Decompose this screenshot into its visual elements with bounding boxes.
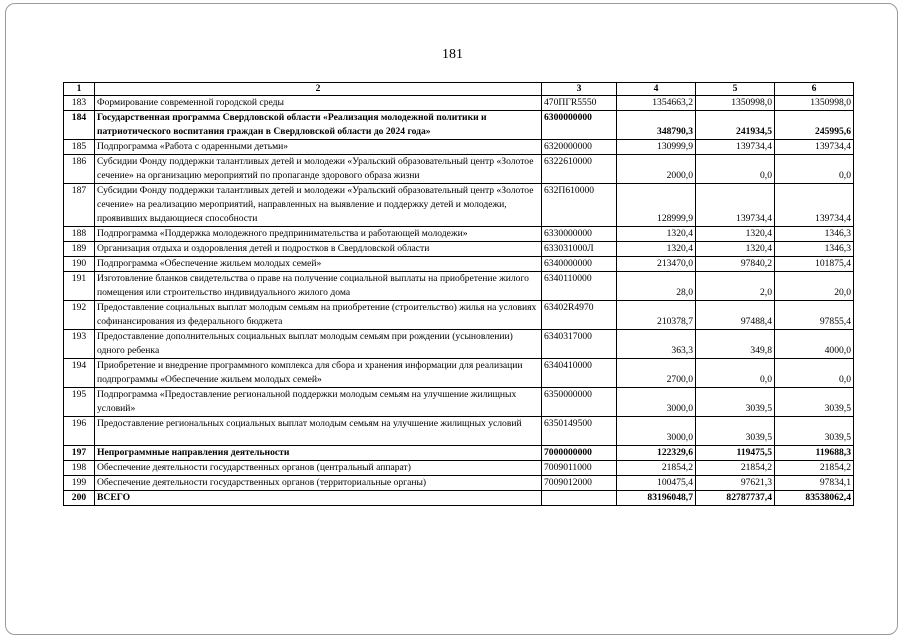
page-number: 181	[442, 47, 463, 62]
row-number-cell: 196	[64, 417, 95, 446]
row-code-cell: 6300000000	[542, 111, 617, 140]
row-value-col6-cell: 1350998,0	[775, 96, 854, 111]
table-body	[64, 96, 854, 506]
header-cell: 1	[64, 83, 95, 96]
row-code-cell: 6330000000	[542, 227, 617, 242]
row-number-cell: 188	[64, 227, 95, 242]
table-row	[64, 96, 854, 111]
row-value-col6-cell: 139734,4	[775, 140, 854, 155]
row-value-col6-cell: 101875,4	[775, 257, 854, 272]
row-code-cell: 6340410000	[542, 359, 617, 388]
row-number-cell: 193	[64, 330, 95, 359]
row-value-col5-cell: 1320,4	[696, 242, 775, 257]
row-name-cell: Приобретение и внедрение программного комплекса для сбора и хранения информации для реализации подпрограммы «Обеспечение жильем молодых семей»	[95, 359, 542, 388]
row-name-cell: Обеспечение деятельности государственных органов (территориальные органы)	[95, 476, 542, 491]
row-name-cell: Непрограммные направления деятельности	[95, 446, 542, 461]
row-value-col5-cell: 3039,5	[696, 417, 775, 446]
row-value-col5-cell: 0,0	[696, 155, 775, 184]
row-value-col5-cell: 241934,5	[696, 111, 775, 140]
header-cell: 2	[95, 83, 542, 96]
row-number-cell: 195	[64, 388, 95, 417]
row-value-col6-cell: 245995,6	[775, 111, 854, 140]
table-row	[64, 140, 854, 155]
table-row	[64, 417, 854, 446]
row-number-cell: 187	[64, 184, 95, 227]
row-value-col6-cell: 1346,3	[775, 242, 854, 257]
row-code-cell: 6350149500	[542, 417, 617, 446]
table-row	[64, 461, 854, 476]
table-row	[64, 257, 854, 272]
table-row	[64, 155, 854, 184]
row-code-cell: 6322610000	[542, 155, 617, 184]
row-code-cell: 6340000000	[542, 257, 617, 272]
row-value-col4-cell: 1354663,2	[617, 96, 696, 111]
budget-table	[63, 82, 854, 506]
row-value-col4-cell: 3000,0	[617, 388, 696, 417]
row-value-col6-cell: 1346,3	[775, 227, 854, 242]
header-cell: 5	[696, 83, 775, 96]
row-number-cell: 192	[64, 301, 95, 330]
row-value-col4-cell: 122329,6	[617, 446, 696, 461]
table-row	[64, 330, 854, 359]
row-name-cell: Субсидии Фонду поддержки талантливых детей и молодежи «Уральский образовательный центр «Золотое сечение» на организацию мероприятий по пропаганде здорового образа жизни	[95, 155, 542, 184]
row-name-cell: Подпрограмма «Поддержка молодежного предпринимательства и работающей молодежи»	[95, 227, 542, 242]
row-code-cell: 7000000000	[542, 446, 617, 461]
row-value-col6-cell: 83538062,4	[775, 491, 854, 506]
row-value-col4-cell: 213470,0	[617, 257, 696, 272]
row-name-cell: Предоставление региональных социальных выплат молодым семьям на улучшение жилищных условий	[95, 417, 542, 446]
row-name-cell: ВСЕГО	[95, 491, 542, 506]
row-value-col5-cell: 3039,5	[696, 388, 775, 417]
row-code-cell: 632П610000	[542, 184, 617, 227]
row-code-cell: 6340317000	[542, 330, 617, 359]
row-number-cell: 189	[64, 242, 95, 257]
row-value-col4-cell: 363,3	[617, 330, 696, 359]
row-value-col6-cell: 21854,2	[775, 461, 854, 476]
row-name-cell: Изготовление бланков свидетельства о праве на получение социальной выплаты на приобретение жилого помещения или строительство индивидуального жилого дома	[95, 272, 542, 301]
row-value-col4-cell: 2700,0	[617, 359, 696, 388]
row-value-col5-cell: 82787737,4	[696, 491, 775, 506]
row-value-col4-cell: 1320,4	[617, 242, 696, 257]
row-number-cell: 191	[64, 272, 95, 301]
table-row	[64, 301, 854, 330]
table-row	[64, 388, 854, 417]
row-number-cell: 186	[64, 155, 95, 184]
row-value-col4-cell: 130999,9	[617, 140, 696, 155]
table-row	[64, 242, 854, 257]
row-code-cell: 6350000000	[542, 388, 617, 417]
row-value-col6-cell: 139734,4	[775, 184, 854, 227]
row-code-cell: 6340110000	[542, 272, 617, 301]
row-name-cell: Предоставление дополнительных социальных выплат молодым семьям при рождении (усыновлении) одного ребенка	[95, 330, 542, 359]
row-value-col5-cell: 97840,2	[696, 257, 775, 272]
row-value-col4-cell: 100475,4	[617, 476, 696, 491]
row-name-cell: Субсидии Фонду поддержки талантливых детей и молодежи «Уральский образовательный центр «Золотое сечение» на реализацию мероприятий, направленных на выявление и поддержку детей и молодежи, проявивших выдающиеся способности	[95, 184, 542, 227]
table-row	[64, 359, 854, 388]
row-value-col5-cell: 349,8	[696, 330, 775, 359]
row-value-col4-cell: 128999,9	[617, 184, 696, 227]
row-value-col6-cell: 3039,5	[775, 388, 854, 417]
row-value-col4-cell: 3000,0	[617, 417, 696, 446]
row-number-cell: 194	[64, 359, 95, 388]
row-value-col6-cell: 97855,4	[775, 301, 854, 330]
row-code-cell: 6320000000	[542, 140, 617, 155]
row-value-col6-cell: 20,0	[775, 272, 854, 301]
table-row	[64, 476, 854, 491]
row-name-cell: Обеспечение деятельности государственных органов (центральный аппарат)	[95, 461, 542, 476]
table-row	[64, 227, 854, 242]
row-name-cell: Формирование современной городской среды	[95, 96, 542, 111]
row-number-cell: 183	[64, 96, 95, 111]
row-value-col5-cell: 97488,4	[696, 301, 775, 330]
row-number-cell: 190	[64, 257, 95, 272]
row-value-col5-cell: 21854,2	[696, 461, 775, 476]
row-value-col6-cell: 97834,1	[775, 476, 854, 491]
table-row	[64, 272, 854, 301]
row-number-cell: 199	[64, 476, 95, 491]
row-name-cell: Подпрограмма «Обеспечение жильем молодых семей»	[95, 257, 542, 272]
row-value-col4-cell: 348790,3	[617, 111, 696, 140]
row-code-cell: 7009011000	[542, 461, 617, 476]
header-cell: 6	[775, 83, 854, 96]
row-value-col5-cell: 97621,3	[696, 476, 775, 491]
row-code-cell: 633031000Л	[542, 242, 617, 257]
row-code-cell: 7009012000	[542, 476, 617, 491]
header-cell: 4	[617, 83, 696, 96]
row-value-col5-cell: 139734,4	[696, 184, 775, 227]
row-number-cell: 198	[64, 461, 95, 476]
row-code-cell: 470ПГR5550	[542, 96, 617, 111]
row-name-cell: Организация отдыха и оздоровления детей и подростков в Свердловской области	[95, 242, 542, 257]
row-number-cell: 197	[64, 446, 95, 461]
row-code-cell: 63402R4970	[542, 301, 617, 330]
table-header-row	[64, 83, 854, 96]
row-value-col4-cell: 2000,0	[617, 155, 696, 184]
table-row	[64, 184, 854, 227]
row-value-col6-cell: 119688,3	[775, 446, 854, 461]
row-number-cell: 200	[64, 491, 95, 506]
row-name-cell: Государственная программа Свердловской области «Реализация молодежной политики и патриотического воспитания граждан в Свердловской области до 2024 года»	[95, 111, 542, 140]
row-value-col4-cell: 28,0	[617, 272, 696, 301]
row-number-cell: 184	[64, 111, 95, 140]
row-value-col6-cell: 0,0	[775, 359, 854, 388]
table-row	[64, 491, 854, 506]
row-name-cell: Подпрограмма «Предоставление региональной поддержки молодым семьям на улучшение жилищных условий»	[95, 388, 542, 417]
row-value-col4-cell: 1320,4	[617, 227, 696, 242]
row-value-col4-cell: 83196048,7	[617, 491, 696, 506]
row-name-cell: Предоставление социальных выплат молодым семьям на приобретение (строительство) жилья на условиях софинансирования из федерального бюджета	[95, 301, 542, 330]
row-value-col5-cell: 139734,4	[696, 140, 775, 155]
row-name-cell: Подпрограмма «Работа с одаренными детьми»	[95, 140, 542, 155]
row-value-col6-cell: 4000,0	[775, 330, 854, 359]
row-value-col5-cell: 2,0	[696, 272, 775, 301]
row-value-col5-cell: 0,0	[696, 359, 775, 388]
table-row	[64, 111, 854, 140]
header-cell: 3	[542, 83, 617, 96]
row-code-cell	[542, 491, 617, 506]
row-value-col5-cell: 119475,5	[696, 446, 775, 461]
table-row	[64, 446, 854, 461]
row-value-col5-cell: 1350998,0	[696, 96, 775, 111]
row-number-cell: 185	[64, 140, 95, 155]
row-value-col5-cell: 1320,4	[696, 227, 775, 242]
row-value-col4-cell: 210378,7	[617, 301, 696, 330]
row-value-col6-cell: 3039,5	[775, 417, 854, 446]
row-value-col6-cell: 0,0	[775, 155, 854, 184]
row-value-col4-cell: 21854,2	[617, 461, 696, 476]
